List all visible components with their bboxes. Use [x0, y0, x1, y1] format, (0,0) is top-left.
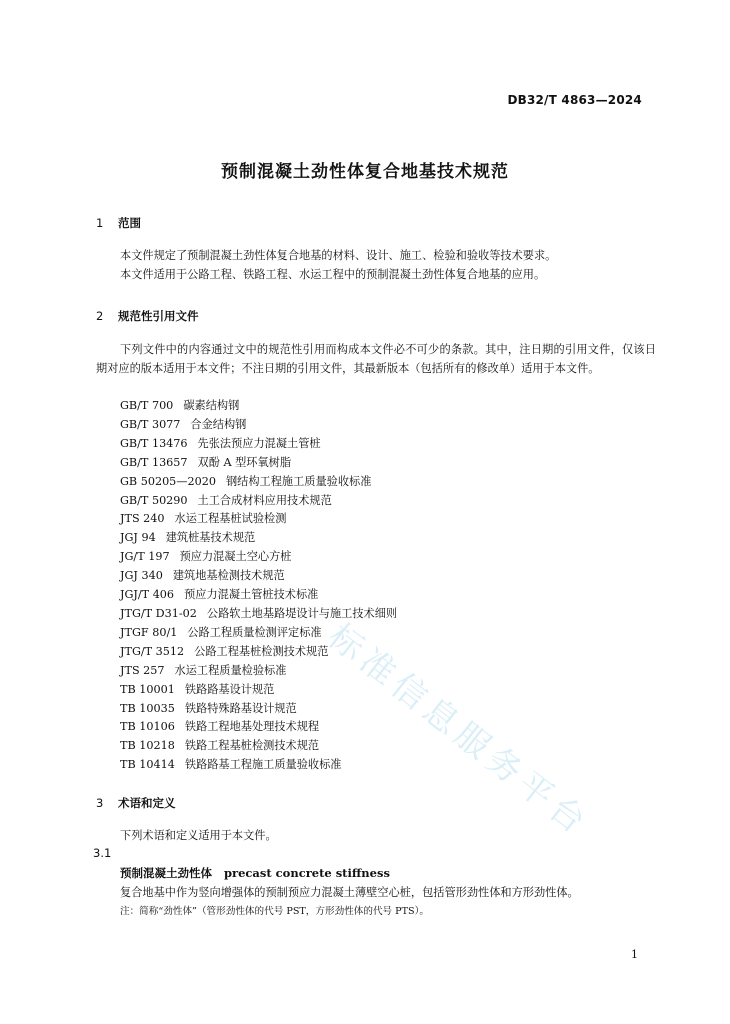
reference-list	[120, 397, 397, 775]
reference-item	[120, 718, 397, 737]
reference-code: JTG/T D31-02	[120, 606, 197, 620]
reference-title: 预应力混凝土空心方桩	[179, 550, 292, 564]
reference-item	[120, 416, 397, 435]
reference-title: 铁路工程基桩检测技术规范	[184, 739, 320, 753]
reference-title: 公路软土地基路堤设计与施工技术细则	[206, 606, 398, 620]
reference-item	[120, 473, 397, 492]
section-title: 规范性引用文件	[118, 309, 199, 323]
reference-title: 铁路路基工程施工质量验收标准	[184, 758, 342, 772]
reference-item	[120, 397, 397, 416]
term-chinese: 预制混凝土劲性体	[120, 866, 212, 880]
reference-title: 公路工程基桩检测技术规范	[194, 644, 329, 658]
reference-title: 钢结构工程施工质量验收标准	[225, 474, 372, 488]
reference-title: 预应力混凝土管桩技术标准	[184, 588, 319, 602]
scope-paragraph-1: 本文件规定了预制混凝土劲性体复合地基的材料、设计、施工、检验和验收等技术要求。	[120, 249, 557, 262]
reference-item	[120, 662, 397, 681]
reference-code: JGJ 94	[120, 531, 156, 545]
reference-title: 先张法预应力混凝土管桩	[197, 436, 321, 450]
reference-item	[120, 492, 397, 511]
reference-code: GB/T 13476	[120, 436, 188, 450]
reference-item	[120, 435, 397, 454]
reference-title: 土工合成材料应用技术规范	[197, 493, 332, 507]
reference-code: TB 10218	[120, 739, 175, 753]
reference-title: 公路工程质量检测评定标准	[187, 625, 322, 639]
reference-title: 水运工程基桩试验检测	[174, 512, 287, 526]
reference-item	[120, 624, 397, 643]
section-title: 术语和定义	[118, 796, 176, 810]
reference-code: GB 50205—2020	[120, 474, 216, 488]
page-number: 1	[631, 948, 638, 961]
reference-code: JGJ 340	[120, 569, 163, 583]
reference-code: JTG/T 3512	[120, 644, 185, 658]
reference-title: 铁路路基设计规范	[184, 682, 275, 696]
reference-item	[120, 737, 397, 756]
reference-title: 合金结构钢	[190, 417, 247, 431]
section-number: 3	[96, 796, 104, 810]
section-title: 范围	[118, 216, 142, 230]
document-title: 预制混凝土劲性体复合地基技术规范	[221, 162, 509, 182]
reference-item	[120, 567, 397, 586]
reference-code: GB/T 50290	[120, 493, 188, 507]
section-number: 1	[96, 216, 104, 230]
reference-title: 铁路特殊路基设计规范	[184, 701, 297, 715]
reference-item	[120, 700, 397, 719]
reference-code: TB 10035	[120, 701, 175, 715]
reference-item	[120, 643, 397, 662]
scope-paragraph-2: 本文件适用于公路工程、铁路工程、水运工程中的预制混凝土劲性体复合地基的应用。	[120, 268, 546, 281]
reference-title: 碳素结构钢	[183, 399, 240, 412]
reference-code: GB/T 700	[120, 399, 174, 412]
term-entry	[120, 865, 390, 881]
watermark: 标准信息服务平台	[320, 616, 598, 845]
reference-title: 铁路工程地基处理技术规程	[184, 720, 320, 734]
reference-code: TB 10106	[120, 720, 175, 734]
reference-code: GB/T 13657	[120, 455, 188, 469]
reference-item	[120, 510, 397, 529]
reference-code: JGJ/T 406	[120, 588, 175, 602]
reference-code: JTS 257	[120, 663, 165, 677]
reference-item	[120, 548, 397, 567]
term-number: 3.1	[93, 846, 112, 860]
terms-intro: 下列术语和定义适用于本文件。	[120, 829, 277, 842]
reference-code: JG/T 197	[120, 550, 170, 564]
reference-item	[120, 454, 397, 473]
term-note: 注：简称“劲性体”（管形劲性体的代号 PST，方形劲性体的代号 PTS）。	[120, 906, 429, 917]
section-heading-normative-references	[96, 308, 199, 324]
section-heading-terms	[96, 795, 176, 811]
reference-code: TB 10001	[120, 682, 175, 696]
reference-item	[120, 756, 397, 775]
standard-code: DB32/T 4863—2024	[507, 93, 642, 107]
term-definition: 复合地基中作为竖向增强体的预制预应力混凝土薄壁空心桩，包括管形劲性体和方形劲性体。	[120, 886, 579, 899]
references-intro: 下列文件中的内容通过文中的规范性引用而构成本文件必不可少的条款。其中，注日期的引用文件，仅该日期对应的版本适用于本文件；不注日期的引用文件，其最新版本（包括所有的修改单）适用于本文件。	[96, 343, 656, 375]
reference-title: 建筑桩基技术规范	[165, 531, 256, 545]
reference-title: 建筑地基检测技术规范	[172, 569, 285, 583]
reference-title: 水运工程质量检验标准	[174, 663, 287, 677]
term-english: precast concrete stiffness	[224, 866, 390, 880]
reference-code: JTGF 80/1	[120, 625, 178, 639]
reference-item	[120, 586, 397, 605]
reference-item	[120, 605, 397, 624]
reference-code: TB 10414	[120, 758, 175, 772]
reference-code: GB/T 3077	[120, 417, 181, 431]
reference-item	[120, 681, 397, 700]
reference-title: 双酚 A 型环氧树脂	[197, 455, 292, 469]
reference-item	[120, 529, 397, 548]
section-number: 2	[96, 309, 104, 323]
section-heading-scope	[96, 215, 141, 231]
reference-code: JTS 240	[120, 512, 165, 526]
